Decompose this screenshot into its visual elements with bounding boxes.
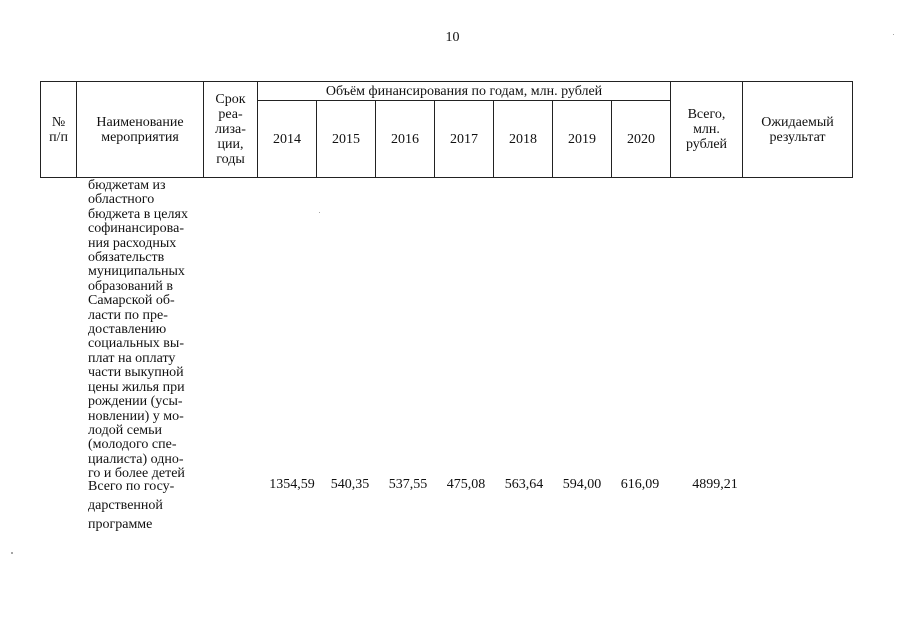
description-line: (молодого спе- [88,437,177,453]
total-label-line: Всего по госу- [88,479,175,494]
header-number-cell [40,81,77,178]
header-year-2017: 2017 [434,100,494,178]
header-expected-cell [742,81,853,178]
scan-speck [893,34,894,35]
header-funding-group: Объём финансирования по годам, млн. рублей [257,81,671,101]
total-value-2015: 540,35 [330,477,370,492]
header-total-cell [670,81,743,178]
description-line: областного [88,192,155,208]
description-line: социальных вы- [88,336,184,352]
header-period-cell [203,81,258,178]
table-header [40,81,853,178]
header-period-line: Срок [215,92,246,107]
header-year-2015: 2015 [316,100,376,178]
description-line: Самарской об- [88,293,175,309]
header-expected-line: результат [769,129,826,145]
header-total-line: млн. [693,122,720,137]
description-line: бюджета в целях [88,206,188,222]
description-line: ния расходных [88,235,177,251]
header-period-line: ции, [217,137,244,152]
description-line: плат на оплату [88,350,176,366]
header-number-line: п/п [49,129,68,145]
page-number: 10 [445,30,460,45]
header-number-line: № [51,114,66,130]
description-line: доставлению [88,322,167,338]
header-period-line: реа- [218,107,243,122]
description-line: образований в [88,278,174,294]
header-year-2020: 2020 [611,100,671,178]
header-year-2016: 2016 [375,100,435,178]
description-line: софинансирова- [88,221,184,237]
description-line: части выкупной [88,365,184,381]
description-line: новлении) у мо- [88,408,184,424]
total-value-2019: 594,00 [562,477,602,492]
total-value-2014: 1354,59 [269,477,315,492]
description-line: го и более детей [88,466,185,482]
total-label-line: программе [88,517,153,532]
total-value-2018: 563,64 [504,477,544,492]
header-name-cell [76,81,204,178]
total-value-all: 4899,21 [692,477,738,492]
description-line: бюджетам из [88,178,166,193]
description-line: циалиста) одно- [88,451,184,467]
header-total-line: Всего, [687,107,726,122]
header-year-2019: 2019 [552,100,612,178]
header-period-line: годы [216,152,245,167]
total-row-label [88,477,208,534]
description-line: ласти по пре- [88,307,168,323]
total-value-2016: 537,55 [388,477,428,492]
scan-speck [319,212,320,213]
header-year-2014: 2014 [257,100,317,178]
measure-description [88,179,196,482]
description-line: рождении (усы- [88,394,183,410]
description-line: цены жилья при [88,379,185,395]
total-label-line: дарственной [88,498,163,513]
description-line: лодой семьи [88,422,163,438]
header-name-line: Наименование [96,114,184,130]
header-period-line: лиза- [215,122,246,137]
header-name-line: мероприятия [101,129,179,145]
header-expected-line: Ожидаемый [761,114,834,130]
header-total-line: рублей [685,137,728,152]
description-line: муниципальных [88,264,185,280]
total-value-2020: 616,09 [620,477,660,492]
scan-speck [11,552,13,554]
description-line: обязательств [88,250,165,266]
total-value-2017: 475,08 [446,477,486,492]
header-year-2018: 2018 [493,100,553,178]
